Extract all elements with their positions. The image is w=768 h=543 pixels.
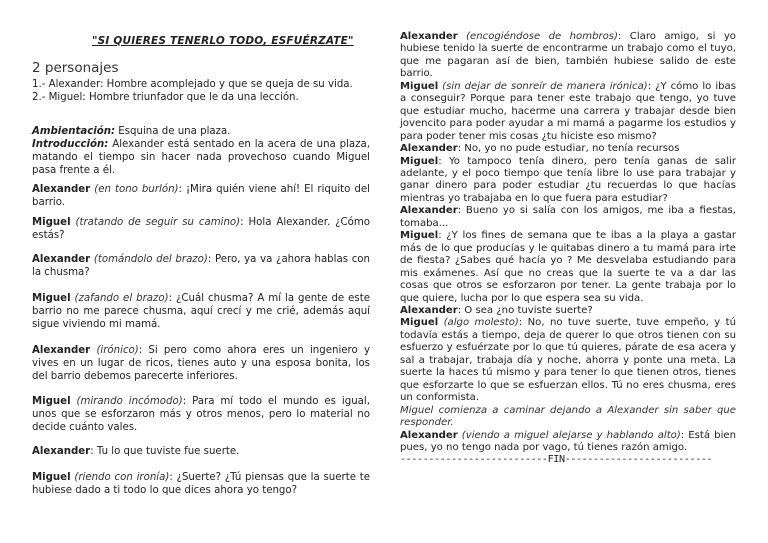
dialogue-text: : Pero, ya va ¿ahora hablas con la chusma? [32,254,370,278]
closing-stage-direction: Miguel comienza a caminar dejando a Alexander sin saber que responder. [400,404,736,429]
speaker-name: Miguel [32,396,71,407]
stage-direction: (sin dejar de sonreír de manera irónica) [442,80,648,92]
dialogue-text: : No, yo no pude estudiar, no tenía recursos [457,143,680,155]
speaker-name: Miguel [32,217,71,228]
stage-direction: (tomándolo del brazo) [93,254,208,265]
stage-direction: (encogiéndose de hombros) [466,31,618,42]
dialogue-line [400,81,736,143]
cast-item: 2.- Miguel: Hombre triunfador que le da una lección. [32,92,299,103]
dialogue-text: : ¿Cuál chusma? A mí la gente de este barrio no me parece chusma, aquí crecí y me crié, además aquí sigue viviendo mi mamá. [32,293,370,330]
dialogue-continued [400,31,736,467]
setting-paragraph [32,125,370,138]
end-marker: --------------------------FIN-------------------------- [400,454,713,466]
speaker-name: Alexander [400,304,458,316]
speaker-name: Miguel [400,230,439,242]
setting-block [32,125,370,177]
setting-text: Esquina de una plaza. [115,126,231,137]
dialogue-line [32,471,370,497]
stage-direction: (algo molesto) [443,317,519,329]
dialogue-text: : Bueno yo si salía con los amigos, me iba a fiestas, tomaba... [400,205,736,229]
dialogue-text: : Si pero como ahora eres un ingeniero y vives en un lugar de ricos, tienes auto y una esposa bonita, los del barrio debemos parecerte inferiores. [32,345,370,382]
stage-direction: (mirando incómodo) [76,396,183,407]
stage-direction: (irónico) [96,345,139,356]
speaker-name: Alexander [400,205,458,217]
speaker-name: Alexander [32,184,91,195]
speaker-name: Miguel [400,317,439,329]
speaker-name: Alexander [400,143,458,155]
dialogue-line [32,445,370,458]
stage-direction: (en tono burlón) [94,184,179,195]
dialogue-text: : Tu lo que tuviste fue suerte. [90,446,240,457]
speaker-name: Alexander [400,429,458,441]
stage-direction: (zafando el brazo) [74,293,169,304]
speaker-name: Miguel [32,472,71,483]
dialogue-line [400,430,736,455]
stage-direction: (viendo a miguel alejarse y hablando alto) [461,429,681,441]
script-title: "SI QUIERES TENERLO TODO, ESFUÉRZATE" [92,35,354,47]
dialogue-text: : Está bien pues, yo no tengo nada por vago, tú tienes razón amigo. [400,429,736,453]
intro-text: Alexander está sentado en la acera de una plaza, matando el tiempo sin hacer nada provechoso cuando Miguel pasa frente a él. [32,139,370,176]
dialogue-line [400,31,736,81]
dialogue-line [400,205,736,230]
speaker-name: Miguel [32,293,71,304]
speaker-name: Miguel [400,155,439,167]
cast-item: 1.- Alexander: Hombre acomplejado y que se queja de su vida. [32,79,353,90]
dialogue-text: : ¿Y los fines de semana que te ibas a la playa a gastar más de lo que producías y le quitabas dinero a tu mamá para irte de fiesta? ¿Sabes qué hacía yo ? Me desvelaba estudiando para mis exámenes. Así que no creas que la suerte te va a dar las cosas que otros se esforzaron por tener. La gente trabaja por lo que quiere, lucha por lo que espera sea su vida. [400,230,736,304]
dialogue-line [400,305,736,317]
dialogue-text: : O sea ¿no tuviste suerte? [457,304,593,316]
speaker-name: Alexander [32,345,91,356]
stage-direction: (riendo con ironía) [74,472,170,483]
dialogue-line [32,292,370,331]
dialogue-line [400,143,736,155]
speaker-name: Alexander [400,31,458,42]
dialogue-text: : Para mí todo el mundo es igual, unos que se esforzaron más y otros menos, pero lo material no decide cuánto vales. [32,396,370,433]
intro-paragraph [32,138,370,177]
speaker-name: Alexander [32,446,91,457]
intro-label: Introducción: [32,139,109,150]
dialogue-line [32,395,370,434]
setting-label: Ambientación: [32,126,116,137]
dialogue-line [32,216,370,242]
characters-heading: 2 personajes [32,60,119,76]
speaker-name: Miguel [400,80,439,92]
dialogue-text: : Yo tampoco tenía dinero, pero tenía ganas de salir adelante, y el poco tiempo que tenía libre lo use para trabajar y ganar dinero para poder estudiar ¿tu recuerdas lo que hacías mientras yo trabajaba en lo que fuera para estudiar? [400,155,736,204]
dialogue-line [400,156,736,206]
dialogue-line [32,183,370,209]
dialogue-line [32,253,370,279]
speaker-name: Alexander [32,254,91,265]
dialogue-text: : No, no tuve suerte, tuve empeño, y tú todavía estás a tiempo, deja de querer lo que otros tienen con su esfuerzo y esfuérzate por lo que tú quieres, párate de esa acera y sal a trabajar, trabaja día y noche, ahorra y ponte una meta. La suerte la haces tú mismo y para tener lo que tienen otros, tienes que esforzarte lo que se esfuerzan ellos. Tú no eres chusma, eres un conformista. [400,317,736,404]
dialogue-line [400,317,736,404]
dialogue-text: : ¡Mira quién viene ahí! El riquito del barrio. [32,184,370,208]
dialogue-text: : ¿Suerte? ¿Tú piensas que la suerte te hubiese dado a ti todo lo que dices ahora yo tengo? [32,472,370,496]
cast-list [32,78,370,104]
dialogue-text: : Claro amigo, si yo hubiese tenido la suerte de encontrarme un trabajo como el tuyo, que me pagaran así de bien, también hubiese salido de este barrio. [400,31,736,80]
dialogue-line [32,344,370,383]
dialogue-text: : Hola Alexander. ¿Cómo estás? [32,217,370,241]
dialogue-text: : ¿Y cómo lo ibas a conseguir? Porque para tener este trabajo que tengo, yo tuve que estudiar mucho, hacerme una carrera y trabajar desde bien jovencito para poder ayudar a mi mamá a pagarme los estudios y para poder tener mis cosas ¿tu hiciste eso mismo? [400,80,736,142]
stage-direction: (tratando de seguir su camino) [75,217,241,228]
dialogue-line [400,230,736,305]
